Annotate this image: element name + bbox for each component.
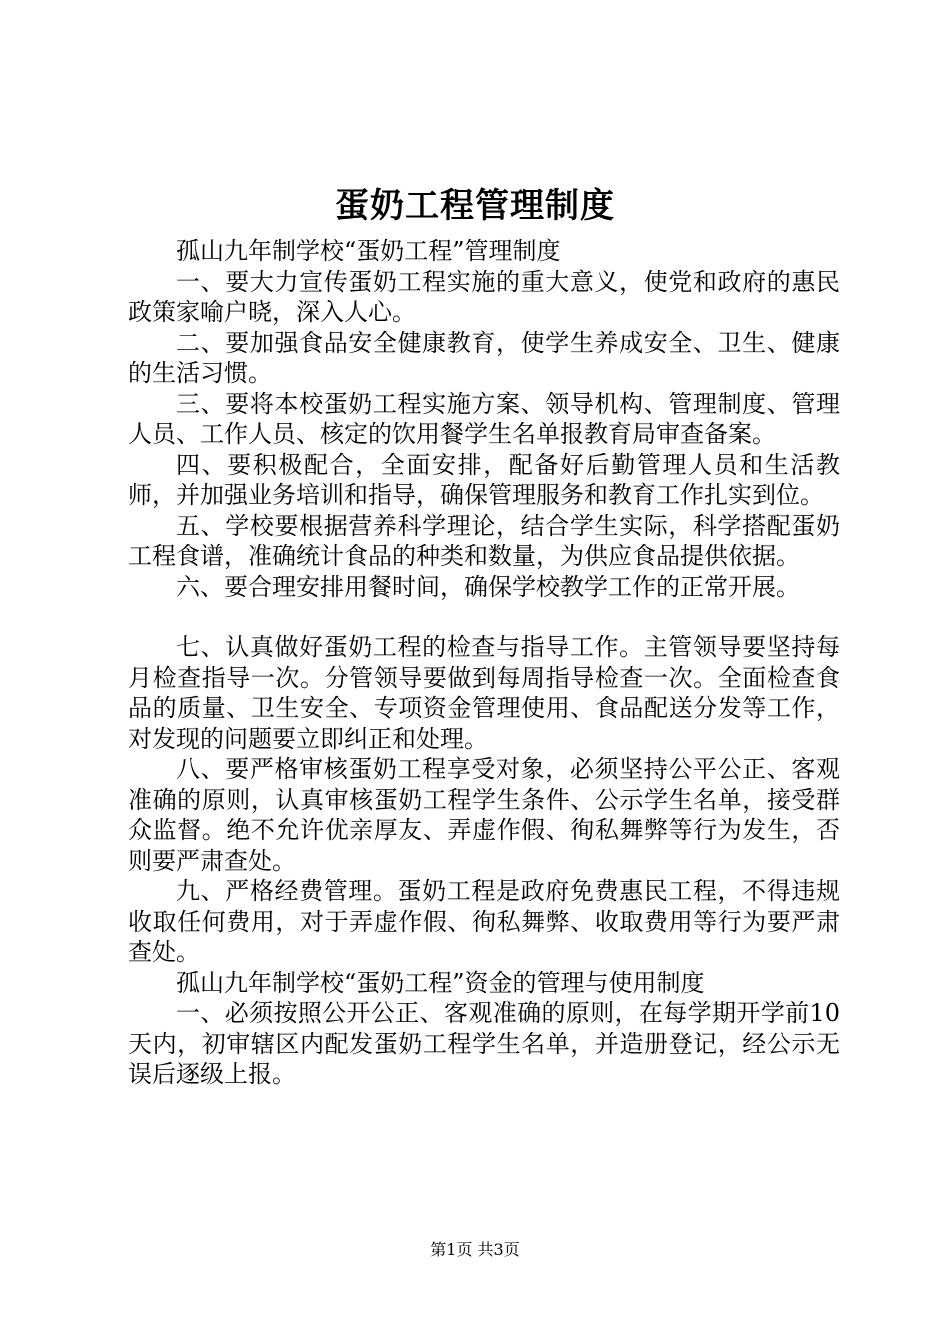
- paragraph-item-2: 二、要加强食品安全健康教育，使学生养成安全、卫生、健康的生活习惯。: [128, 328, 840, 387]
- section-heading: 孤山九年制学校“蛋奶工程”资金的管理与使用制度: [176, 968, 705, 997]
- page-number-footer: 第1页 共3页: [430, 1240, 520, 1259]
- blank-line: [128, 602, 840, 632]
- paragraph-item-7: 七、认真做好蛋奶工程的检查与指导工作。主管领导要坚持每月检查指导一次。分管领导要做到每周指导检查一次。全面检查食品的质量、卫生安全、专项资金管理使用、食品配送分发等工作，对发现的问题要立即纠正和处理。: [128, 633, 840, 753]
- paragraph-item-6: 六、要合理安排用餐时间，确保学校教学工作的正常开展。: [176, 572, 800, 601]
- paragraph-item-8: 八、要严格审核蛋奶工程享受对象，必须坚持公平公正、客观准确的原则，认真审核蛋奶工程学生条件、公示学生名单，接受群众监督。绝不允许优亲厚友、弄虚作假、徇私舞弊等行为发生，否则要严肃查处。: [128, 755, 840, 875]
- paragraph-item-9: 九、严格经费管理。蛋奶工程是政府免费惠民工程，不得违规收取任何费用，对于弄虚作假、徇私舞弊、收取费用等行为要严肃查处。: [128, 877, 840, 966]
- paragraph-item-1: 一、要大力宣传蛋奶工程实施的重大意义，使党和政府的惠民政策家喻户晓，深入人心。: [128, 267, 840, 326]
- paragraph-item-5: 五、学校要根据营养科学理论，结合学生实际，科学搭配蛋奶工程食谱，准确统计食品的种类和数量，为供应食品提供依据。: [128, 511, 840, 570]
- document-body: [128, 236, 840, 1090]
- paragraph-item-3: 三、要将本校蛋奶工程实施方案、领导机构、管理制度、管理人员、工作人员、核定的饮用餐学生名单报教育局审查备案。: [128, 389, 840, 448]
- section-heading: 孤山九年制学校“蛋奶工程”管理制度: [176, 237, 561, 265]
- paragraph-item-funds-1: 一、必须按照公开公正、客观准确的原则，在每学期开学前10天内，初审辖区内配发蛋奶工程学生名单，并造册登记，经公示无误后逐级上报。: [128, 999, 840, 1088]
- document-title: 蛋奶工程管理制度: [335, 186, 615, 226]
- paragraph-item-4: 四、要积极配合，全面安排，配备好后勤管理人员和生活教师，并加强业务培训和指导，确保管理服务和教育工作扎实到位。: [128, 450, 840, 509]
